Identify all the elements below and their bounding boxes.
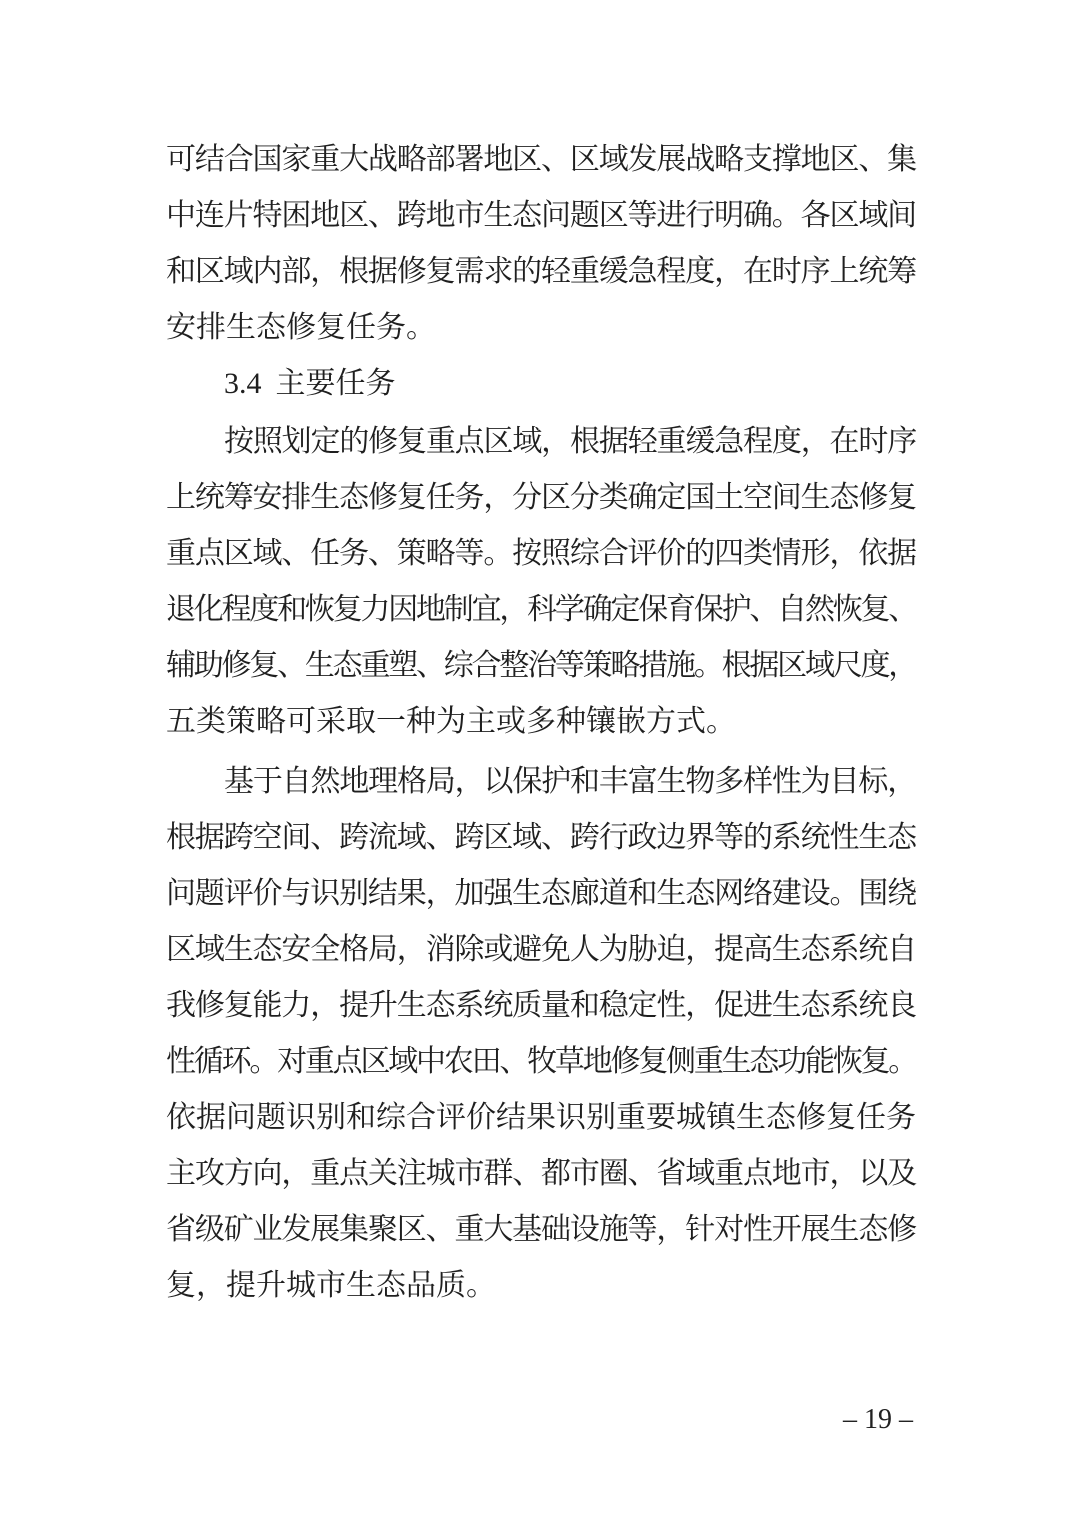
section-title: 主要任务 — [275, 366, 396, 401]
section-number: 3.4 — [224, 367, 262, 400]
text-line: 按照划定的修复重点区域，根据轻重缓急程度，在时序 — [224, 424, 916, 459]
text-line: 安排生态修复任务。 — [166, 310, 436, 345]
section-heading — [224, 365, 396, 403]
text-line: 上统筹安排生态修复任务，分区分类确定国土空间生态修复 — [166, 480, 916, 515]
text-line: 我修复能力，提升生态系统质量和稳定性，促进生态系统良 — [166, 988, 916, 1023]
text-line: 重点区域、任务、策略等。按照综合评价的四类情形，依据 — [166, 536, 916, 571]
text-line: 辅助修复、生态重塑、综合整治等策略措施。根据区域尺度， — [166, 648, 916, 683]
text-line: 性循环。对重点区域中农田、牧草地修复侧重生态功能恢复。 — [166, 1044, 916, 1079]
text-line: 区域生态安全格局，消除或避免人为胁迫，提高生态系统自 — [166, 932, 916, 967]
text-line: 基于自然地理格局，以保护和丰富生物多样性为目标， — [224, 764, 916, 799]
page-number: – 19 – — [843, 1404, 913, 1435]
text-line: 五类策略可采取一种为主或多种镶嵌方式。 — [166, 704, 736, 739]
text-line: 省级矿业发展集聚区、重大基础设施等，针对性开展生态修 — [166, 1212, 916, 1247]
text-line: 退化程度和恢复力因地制宜，科学确定保育保护、自然恢复、 — [166, 592, 916, 627]
text-line: 中连片特困地区、跨地市生态问题区等进行明确。各区域间 — [166, 198, 916, 233]
text-line: 和区域内部，根据修复需求的轻重缓急程度，在时序上统筹 — [166, 254, 916, 289]
text-line: 问题评价与识别结果，加强生态廊道和生态网络建设。围绕 — [166, 876, 916, 911]
text-line: 依据问题识别和综合评价结果识别重要城镇生态修复任务 — [166, 1100, 916, 1135]
text-line: 复，提升城市生态品质。 — [166, 1268, 496, 1303]
text-line: 根据跨空间、跨流域、跨区域、跨行政边界等的系统性生态 — [166, 820, 916, 855]
text-line: 主攻方向，重点关注城市群、都市圈、省域重点地市，以及 — [166, 1156, 916, 1191]
text-line: 可结合国家重大战略部署地区、区域发展战略支撑地区、集 — [166, 142, 916, 177]
